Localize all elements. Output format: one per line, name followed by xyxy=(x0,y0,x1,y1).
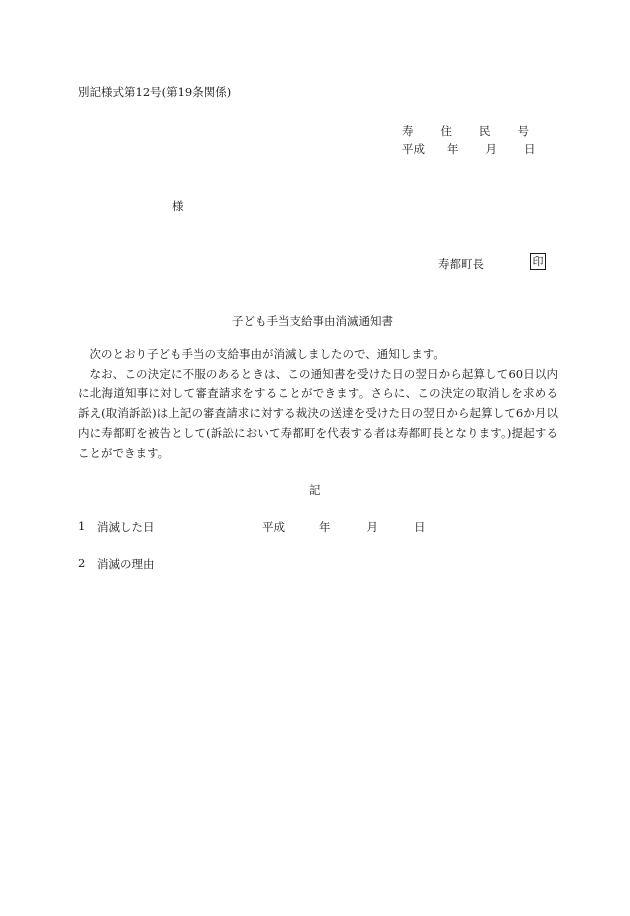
item-number: 2 xyxy=(78,556,86,570)
document-number-char: 寿 xyxy=(402,124,414,138)
issue-date-era: 平成 xyxy=(402,142,425,156)
seal-mark: 印 xyxy=(530,253,546,270)
document-title: 子ども手当支給事由消滅通知書 xyxy=(232,314,393,328)
document-number-char: 号 xyxy=(517,124,529,138)
issue-date xyxy=(402,141,536,157)
expiry-date-day: 日 xyxy=(414,520,426,534)
expiry-date xyxy=(262,519,426,535)
body-paragraph: なお、この決定に不服のあるときは、この通知書を受けた日の翌日から起算して60日以内に北海道知事に対して審査請求をすることができます。さらに、この決定の取消しを求める訴え(取消訴訟)は上記の審査請求に対する裁決の送達を受けた日の翌日から起算して6か月以内に寿都町を被告として(訴訟において寿都町を代表する者は寿都町長となります。)提起することができます。 xyxy=(78,366,558,460)
document-number xyxy=(402,123,529,139)
issuer-name: 寿都町長 xyxy=(438,257,484,271)
addressee-honorific: 様 xyxy=(172,199,184,213)
document-number-char: 民 xyxy=(479,124,491,138)
body-paragraph: 次のとおり子ども手当の支給事由が消滅しましたので、通知します。 xyxy=(89,347,445,361)
item-label: 消滅の理由 xyxy=(97,557,155,571)
expiry-date-year: 年 xyxy=(319,520,331,534)
form-number: 別記様式第12号(第19条関係) xyxy=(78,85,232,99)
expiry-date-month: 月 xyxy=(366,520,378,534)
document-number-char: 住 xyxy=(440,124,452,138)
issue-date-day: 日 xyxy=(524,142,536,156)
ki-label: 記 xyxy=(309,483,321,497)
body-text xyxy=(78,345,558,463)
issue-date-month: 月 xyxy=(485,142,497,156)
expiry-date-era: 平成 xyxy=(262,520,285,534)
item-label: 消滅した日 xyxy=(97,520,155,534)
issue-date-year: 年 xyxy=(447,142,459,156)
item-number: 1 xyxy=(78,519,86,533)
